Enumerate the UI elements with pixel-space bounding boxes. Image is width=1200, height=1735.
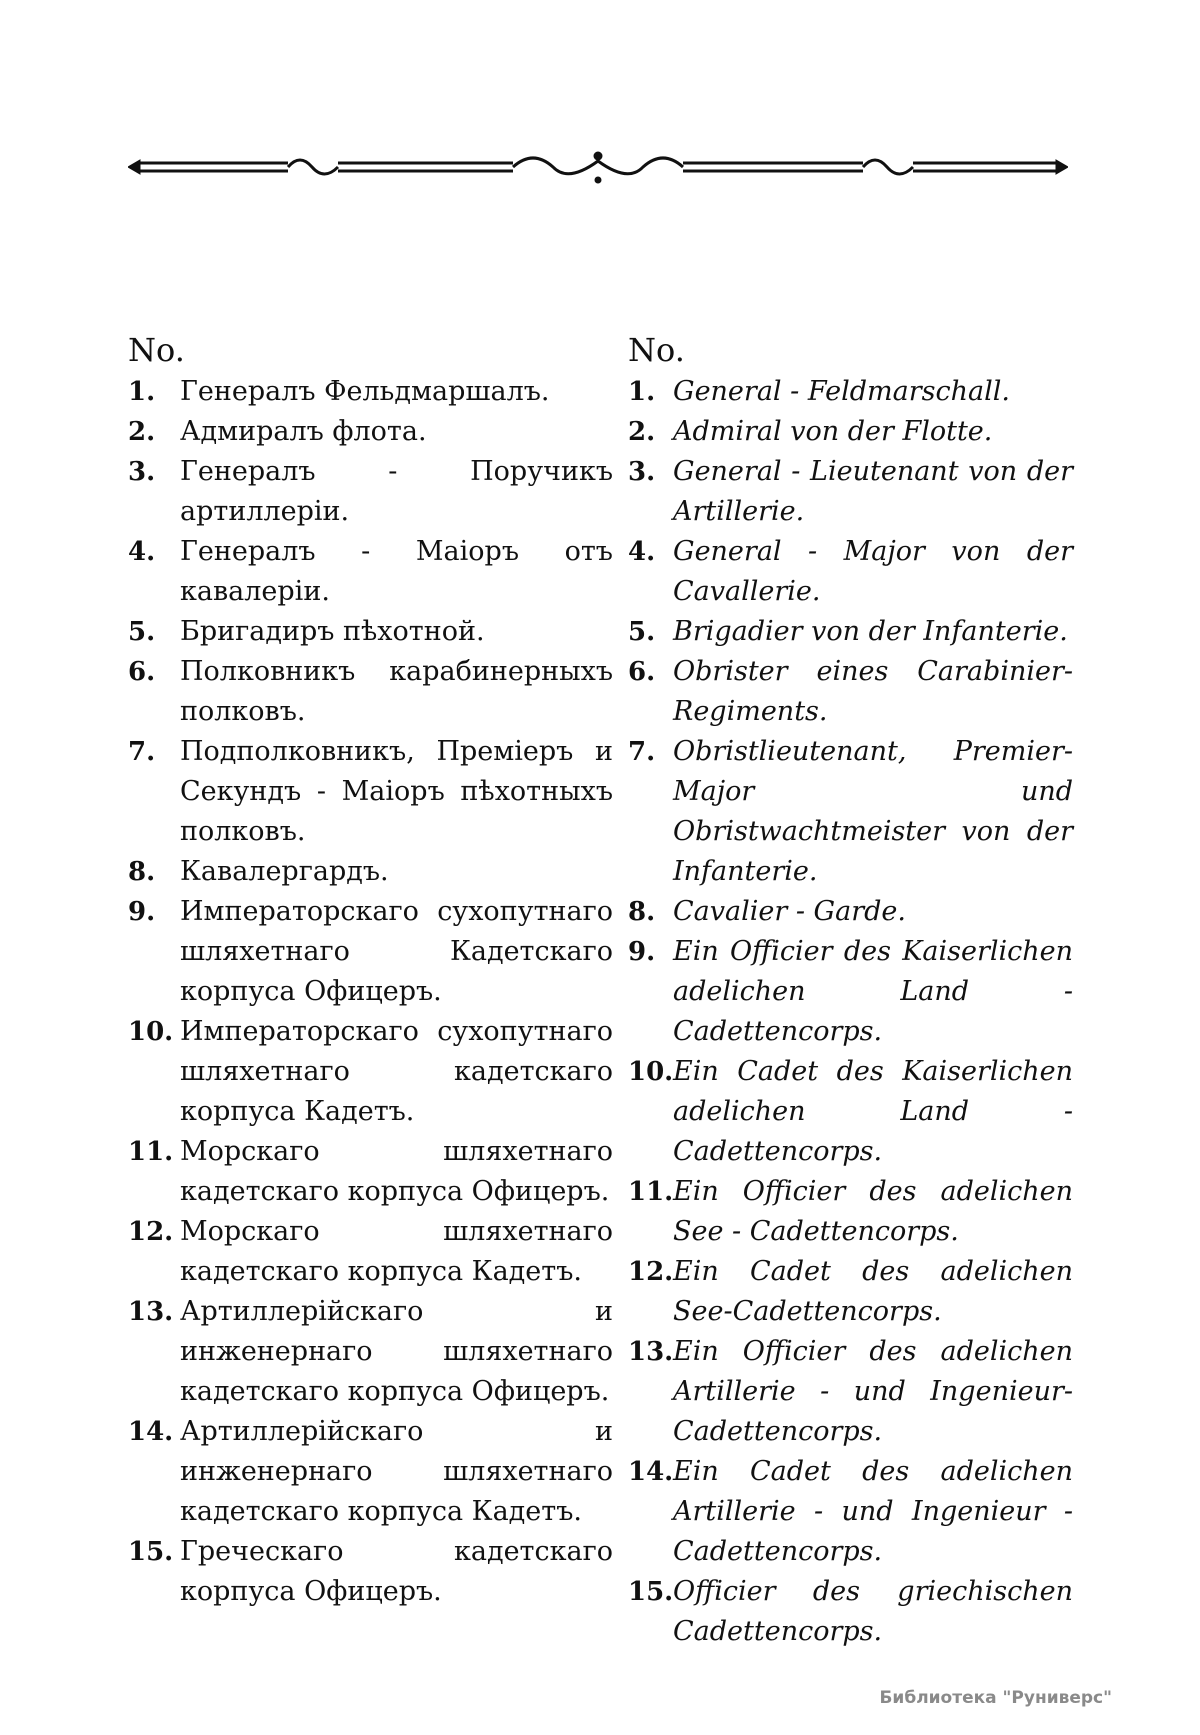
entry-text: Генералъ Фельдмаршалъ. (180, 376, 550, 407)
entry-number: 11. (128, 1137, 174, 1167)
de-entry (628, 892, 1073, 932)
ru-entry (128, 1412, 613, 1532)
entry-text: Officier des griechischen Cadettencorps. (673, 1576, 1073, 1647)
entry-number: 1. (128, 377, 156, 407)
de-entry (628, 372, 1073, 412)
entry-number: 6. (128, 657, 156, 687)
russian-column (128, 330, 613, 1612)
de-entry (628, 412, 1073, 452)
entry-text: Obristlieutenant, Premier-Major und Obristwachtmeister von der Infanterie. (673, 736, 1073, 887)
entry-number: 14. (128, 1417, 174, 1447)
entry-number: 10. (628, 1057, 674, 1087)
decorative-ornament (128, 142, 1068, 192)
ru-entry (128, 452, 613, 532)
entry-text: Ein Cadet des adelichen Artillerie - und Ingenieur - Cadettencorps. (673, 1456, 1073, 1567)
entry-number: 3. (628, 457, 656, 487)
entry-text: Ein Officier des adelichen See - Cadettencorps. (673, 1176, 1073, 1247)
entry-text: Кавалергардъ. (180, 856, 389, 887)
de-entry (628, 652, 1073, 732)
entry-number: 12. (628, 1257, 674, 1287)
ru-entry (128, 612, 613, 652)
entry-number: 11. (628, 1177, 674, 1207)
number-header-de: No. (628, 331, 685, 369)
ru-entry (128, 532, 613, 612)
number-header-ru: No. (128, 331, 185, 369)
ru-entry (128, 892, 613, 1012)
de-entry (628, 1572, 1073, 1652)
entry-text: Греческаго кадетскаго корпуса Офицеръ. (180, 1536, 613, 1607)
entry-number: 8. (628, 897, 656, 927)
entry-text: Подполковникъ, Премiеръ и Секундъ - Маiоръ пѣхотныхъ полковъ. (180, 736, 613, 847)
entry-text: Ein Officier des Kaiserlichen adelichen Land - Cadettencorps. (673, 936, 1073, 1047)
entry-number: 13. (128, 1297, 174, 1327)
entry-text: Brigadier von der Infanterie. (673, 616, 1068, 647)
de-entry (628, 532, 1073, 612)
entry-text: Ein Cadet des Kaiserlichen adelichen Land - Cadettencorps. (673, 1056, 1073, 1167)
de-entry (628, 1172, 1073, 1252)
entry-text: Морскаго шляхетнаго кадетскаго корпуса Кадетъ. (180, 1216, 613, 1287)
library-watermark: Библиотека "Руниверс" (879, 1688, 1112, 1708)
entry-text: Obrister eines Carabinier-Regiments. (673, 656, 1073, 727)
entry-number: 12. (128, 1217, 174, 1247)
de-entry (628, 612, 1073, 652)
entry-text: Адмиралъ флота. (180, 416, 427, 447)
entry-number: 5. (628, 617, 656, 647)
ru-entry (128, 852, 613, 892)
de-entry (628, 1332, 1073, 1452)
entry-number: 1. (628, 377, 656, 407)
entry-text: Cavalier - Garde. (673, 896, 906, 927)
de-entry (628, 932, 1073, 1052)
entry-number: 4. (128, 537, 156, 567)
ru-entry (128, 652, 613, 732)
entry-text: General - Feldmarschall. (673, 376, 1010, 407)
de-entry (628, 1452, 1073, 1572)
entry-number: 2. (128, 417, 156, 447)
entry-number: 15. (628, 1577, 674, 1607)
entry-number: 14. (628, 1457, 674, 1487)
entry-number: 5. (128, 617, 156, 647)
entry-number: 3. (128, 457, 156, 487)
ru-entry (128, 1012, 613, 1132)
ru-entry (128, 1132, 613, 1212)
ru-entry (128, 412, 613, 452)
entry-number: 7. (628, 737, 656, 767)
entry-number: 7. (128, 737, 156, 767)
entry-number: 2. (628, 417, 656, 447)
entry-text: General - Lieutenant von der Artillerie. (673, 456, 1073, 527)
ru-entry (128, 1212, 613, 1292)
de-entry (628, 452, 1073, 532)
entry-text: Генералъ - Поручикъ артиллерiи. (180, 456, 613, 527)
de-entry (628, 1252, 1073, 1332)
ru-entry (128, 1532, 613, 1612)
ru-entry (128, 372, 613, 412)
entry-text: Артиллерiйскаго и инженернаго шляхетнаго кадетскаго корпуса Офицеръ. (180, 1296, 613, 1407)
de-entry (628, 1052, 1073, 1172)
ru-entry (128, 732, 613, 852)
entry-number: 6. (628, 657, 656, 687)
entry-text: Императорскаго сухопутнаго шляхетнаго кадетскаго корпуса Кадетъ. (180, 1016, 613, 1127)
entry-number: 9. (128, 897, 156, 927)
entry-text: Ein Cadet des adelichen See-Cadettencorps. (673, 1256, 1073, 1327)
de-entry (628, 732, 1073, 892)
german-column (628, 330, 1073, 1652)
ru-entry (128, 1292, 613, 1412)
entry-number: 9. (628, 937, 656, 967)
entry-text: Полковникъ карабинерныхъ полковъ. (180, 656, 613, 727)
entry-number: 13. (628, 1337, 674, 1367)
entry-number: 10. (128, 1017, 174, 1047)
entry-number: 4. (628, 537, 656, 567)
entry-text: Ein Officier des adelichen Artillerie - und Ingenieur-Cadettencorps. (673, 1336, 1073, 1447)
entry-text: Бригадиръ пѣхотной. (180, 616, 485, 647)
entry-text: Морскаго шляхетнаго кадетскаго корпуса Офицеръ. (180, 1136, 613, 1207)
entry-text: Императорскаго сухопутнаго шляхетнаго Кадетскаго корпуса Офицеръ. (180, 896, 613, 1007)
entry-text: Admiral von der Flotte. (673, 416, 993, 447)
entry-text: Генералъ - Маiоръ отъ кавалерiи. (180, 536, 613, 607)
entry-text: General - Major von der Cavallerie. (673, 536, 1073, 607)
entry-text: Артиллерiйскаго и инженернаго шляхетнаго кадетскаго корпуса Кадетъ. (180, 1416, 613, 1527)
entry-number: 8. (128, 857, 156, 887)
entry-number: 15. (128, 1537, 174, 1567)
